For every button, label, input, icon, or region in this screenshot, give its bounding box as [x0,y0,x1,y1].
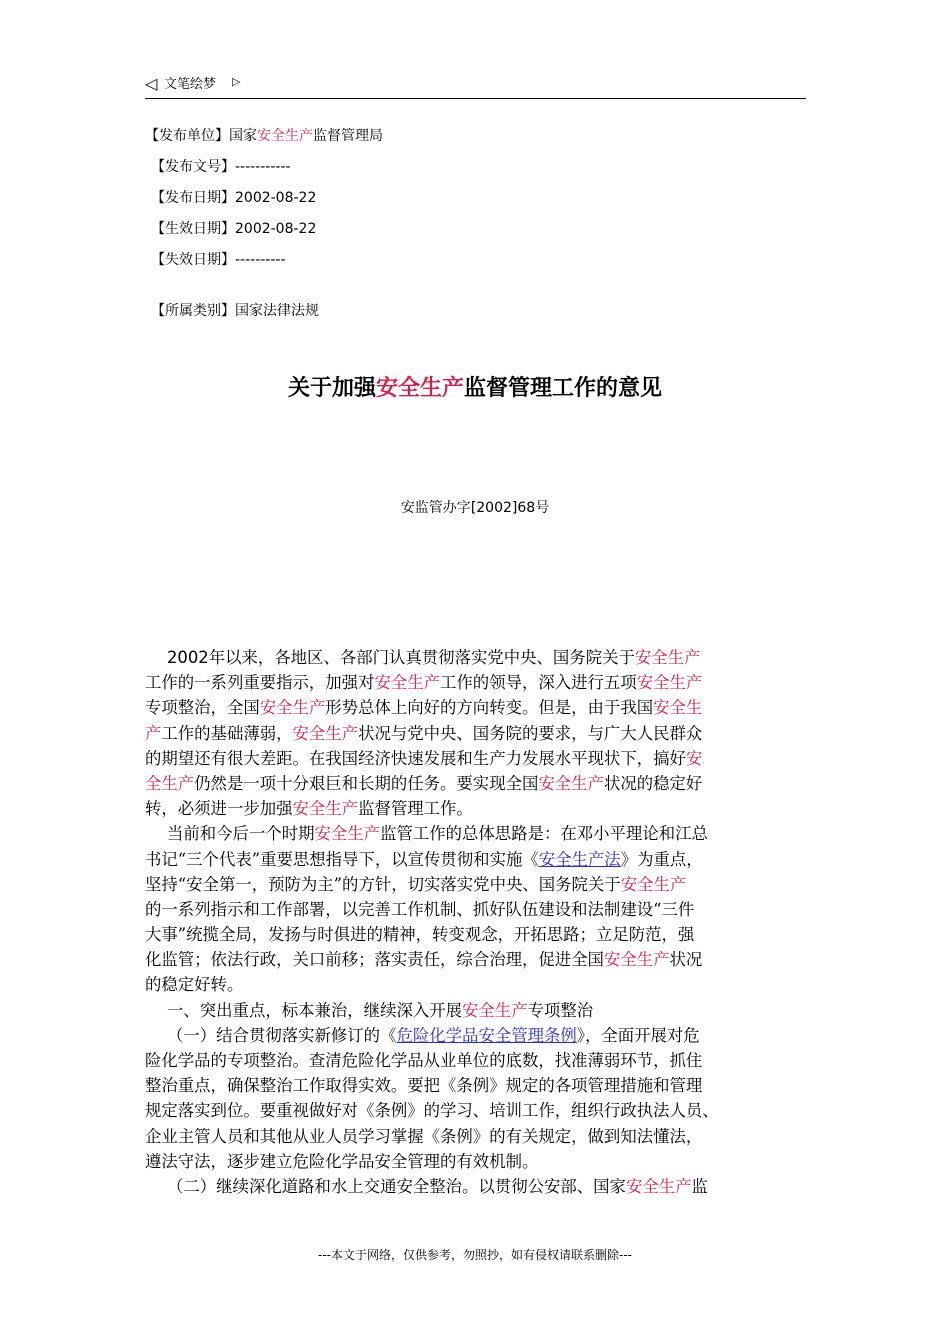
meta-pubdate [151,189,316,207]
highlight-term: 全生产 [145,773,195,793]
meta-publisher [145,127,383,145]
docno-text: 号 [535,500,550,516]
body-text: 》，全面开展对危 [576,1025,700,1045]
highlight-term: 安全生 [653,698,703,718]
meta-value: 2002-08-22 [235,190,317,206]
body-line [145,1149,810,1174]
highlight-term: 安全生产 [314,824,381,844]
body-line [145,771,810,796]
highlight-term: 安全生产 [620,874,687,894]
body-line [145,695,810,720]
body-line [145,1073,810,1098]
page-header [145,74,806,99]
meta-value: 国家法律法规 [235,303,319,319]
body-text: 监 [691,1176,708,1196]
meta-label: 【失效日期】 [151,252,235,268]
body-line [145,1048,810,1073]
regulation-link[interactable]: 危险化学品安全管理条例 [396,1025,577,1045]
body-line [145,796,810,821]
body-line [145,1098,810,1123]
triangle-left-icon: ◁ [145,74,158,93]
meta-label: 【发布日期】 [151,190,235,206]
highlight-term: 安全生产 [374,673,441,693]
body-text: 工作的领导，深入进行五项 [440,673,637,693]
body-line [145,746,810,771]
body-text: 状况与党中央、国务院的要求，与广大人民群众 [358,723,703,743]
body-text: 专项整治，全国 [145,698,260,718]
body-text: 化监管；依法行政，关口前移；落实责任，综合治理，促进全国 [145,950,604,970]
body-text: 坚持“安全第一，预防为主”的方针，切实落实党中央、国务院关于 [145,874,621,894]
body-text: 当前和今后一个时期 [167,824,315,844]
body-text: 》为重点， [620,849,703,869]
meta-expdate [151,251,286,269]
highlight-term: 安全生产 [292,723,359,743]
body-text: 仍然是一项十分艰巨和长期的任务。要实现全国 [194,773,539,793]
body-text: 监督管理工作。 [358,799,473,819]
document-body [145,645,810,1199]
page-footer: ---本文于网络，仅供参考，勿照抄，如有侵权请联系删除--- [318,1248,632,1262]
body-line [145,670,810,695]
body-text: 大事”统揽全局，发扬与时俱进的精神，转变观念，开拓思路；立足防范，强 [145,925,695,945]
document-number [0,499,950,517]
law-link[interactable]: 安全生产法 [538,849,621,869]
body-text: 书记“三个代表”重要思想指导下，以宣传贯彻和实施《 [145,849,539,869]
meta-label: 【发布文号】 [151,159,235,175]
docno-number: [2002]68 [470,500,536,516]
highlight-term: 安 [685,748,703,768]
highlight-term: 安全生产 [257,128,313,144]
meta-value: 监督管理局 [313,128,383,144]
body-text: 状况 [669,950,703,970]
body-line [145,922,810,947]
body-text: 险化学品的专项整治。查清危险化学品从业单位的底数，找准薄弱环节，抓住 [145,1051,703,1070]
body-line [145,847,810,872]
body-line [145,821,810,846]
body-text: （二）继续深化道路和水上交通安全整治。以贯彻公安部、国家 [167,1176,626,1196]
body-text: 规定落实到位。要重视做好对《条例》的学习、培训工作，组织行政执法人员、 [145,1101,719,1121]
body-line [145,947,810,972]
meta-label: 【生效日期】 [151,221,235,237]
highlight-term: 安全生产 [462,1000,528,1020]
highlight-term: 产 [145,723,162,743]
document-title [0,373,950,403]
body-text: 遵法守法，逐步建立危险化学品安全管理的有效机制。 [145,1151,539,1171]
meta-value: 国家 [229,128,257,144]
body-text: （一）结合贯彻落实新修订的《 [167,1025,397,1045]
body-text: 一、突出重点，标本兼治，继续深入开展 [167,1000,463,1020]
highlight-term: 安全生产 [603,950,670,970]
highlight-term: 安全生产 [636,673,703,693]
meta-label: 【发布单位】 [145,128,229,144]
meta-label: 【所属类别】 [151,303,235,319]
meta-value: ----------- [235,159,291,175]
body-text: 企业主管人员和其他从业人员学习掌握《条例》的有关规定，做到知法懂法， [145,1126,703,1146]
highlight-term: 安全生产 [538,773,604,793]
meta-value: ---------- [235,252,286,268]
body-line [145,1174,810,1199]
highlight-term: 安全生产 [259,698,326,718]
body-text: 工作的基础薄弱， [161,723,293,743]
highlight-term: 安全生产 [634,648,701,667]
body-line [145,645,810,670]
body-text: 状况的稳定好 [603,773,703,793]
header-brand: 文笔绘梦 [164,77,217,92]
year-number: 2002 [167,648,209,667]
highlight-term: 安全生产 [375,375,464,401]
highlight-term: 安全生产 [625,1176,692,1196]
docno-text: 安监管办字 [400,500,471,516]
meta-docnum [151,158,291,176]
title-text: 关于加强 [287,375,376,401]
body-line [145,1124,810,1149]
body-line [145,897,810,922]
triangle-right-icon: ▷ [232,75,241,88]
body-text: 的一系列指示和工作部署，以完善工作机制、抓好队伍建设和法制建设“三件 [145,899,695,919]
body-text: 年以来，各地区、各部门认真贯彻落实党中央、国务院关于 [208,648,635,667]
body-text: 工作的一系列重要指示，加强对 [145,673,375,693]
body-line [145,972,810,997]
section-heading [145,998,810,1023]
body-text: 形势总体上向好的方向转变。但是，由于我国 [325,698,654,718]
body-line [145,1023,810,1048]
body-line [145,872,810,897]
body-text: 的稳定好转。 [145,975,244,995]
body-text: 整治重点，确保整治工作取得实效。要把《条例》规定的各项管理措施和管理 [145,1076,703,1096]
body-text: 的期望还有很大差距。在我国经济快速发展和生产力发展水平现状下，搞好 [145,748,686,768]
title-text: 监督管理工作的意见 [464,375,663,401]
body-line [145,721,810,746]
body-text: 监管工作的总体思路是：在邓小平理论和江总 [380,824,708,844]
body-text: 专项整治 [527,1000,594,1020]
highlight-term: 安全生产 [292,799,359,819]
meta-value: 2002-08-22 [235,221,317,237]
meta-effdate [151,220,316,238]
body-text: 转，必须进一步加强 [145,799,293,819]
meta-category [151,302,319,320]
